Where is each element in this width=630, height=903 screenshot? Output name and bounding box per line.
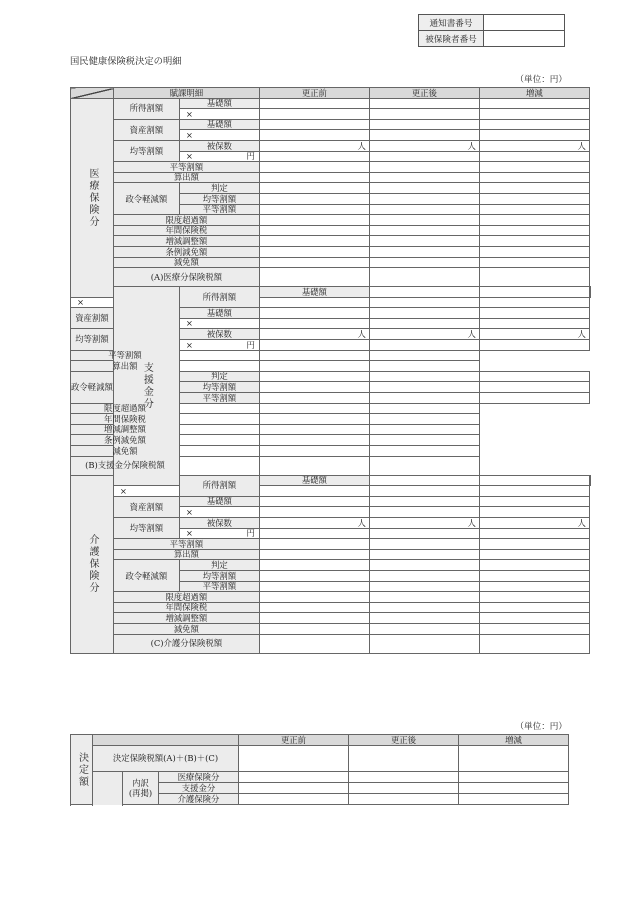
s0-limit-excess-before[interactable] bbox=[259, 215, 369, 226]
unit-label: （単位：円） bbox=[515, 75, 567, 85]
s0-limit-excess-after[interactable] bbox=[369, 215, 479, 226]
household-label: 平等割額 bbox=[113, 162, 259, 173]
income-label: 所得割額 bbox=[179, 475, 259, 496]
reduction-label: 政令軽減額 bbox=[113, 183, 179, 215]
s0-reduction-per-capita-diff[interactable] bbox=[479, 193, 589, 204]
s0-calculated-before[interactable] bbox=[259, 172, 369, 183]
summary-formula-label: 決定保険税額(A)＋(B)＋(C) bbox=[93, 746, 239, 772]
s1-judgement-after[interactable] bbox=[369, 371, 479, 382]
summary-col-diff: 増減 bbox=[459, 735, 569, 746]
exemption-label: 減免額 bbox=[113, 623, 259, 634]
s0-assets-rate-diff[interactable] bbox=[479, 130, 589, 141]
s1-assets-rate-before[interactable] bbox=[259, 318, 369, 329]
s1-income-rate-before[interactable] bbox=[259, 297, 369, 308]
s0-assets-rate-before[interactable] bbox=[259, 130, 369, 141]
s2-insured-count-diff[interactable] bbox=[479, 517, 589, 528]
s2-reduction-per-capita-before[interactable] bbox=[259, 570, 369, 581]
s2-income-base-before[interactable] bbox=[369, 475, 479, 486]
s1-insured-count-before[interactable] bbox=[259, 329, 369, 340]
s1-per-capita-rate-diff[interactable] bbox=[479, 340, 589, 351]
s2-assets-rate-before[interactable] bbox=[259, 507, 369, 518]
s0-total-before[interactable] bbox=[259, 268, 369, 287]
s1-total-diff[interactable] bbox=[369, 456, 479, 475]
s2-exemption-after[interactable] bbox=[369, 623, 479, 634]
s2-limit-excess-diff[interactable] bbox=[479, 592, 589, 603]
s2-assets-rate-diff[interactable] bbox=[479, 507, 589, 518]
per-capita-rate-cell bbox=[179, 151, 259, 162]
s0-adjustment-after[interactable] bbox=[369, 236, 479, 247]
summary-total-diff[interactable] bbox=[459, 746, 569, 772]
s2-per-capita-rate-after[interactable] bbox=[369, 528, 479, 539]
s0-assets-base-before[interactable] bbox=[259, 119, 369, 130]
s0-calculated-after[interactable] bbox=[369, 172, 479, 183]
assessment-table bbox=[70, 87, 591, 654]
s1-limit-excess-before[interactable] bbox=[179, 403, 259, 414]
reduction-per-capita-label: 均等割額 bbox=[179, 382, 259, 393]
document-title: 国民健康保険税決定の明細 bbox=[70, 56, 182, 67]
limit-excess-label: 限度超過額 bbox=[71, 403, 180, 414]
calculated-label: 算出額 bbox=[113, 549, 259, 560]
s2-reduction-household-diff[interactable] bbox=[479, 581, 589, 592]
s0-reduction-per-capita-before[interactable] bbox=[259, 193, 369, 204]
s1-income-base-after[interactable] bbox=[479, 287, 589, 298]
s0-household-after[interactable] bbox=[369, 162, 479, 173]
s2-exemption-before[interactable] bbox=[259, 623, 369, 634]
summary-breakdown-label: 内訳 (再掲) bbox=[123, 772, 159, 805]
s0-limit-excess-diff[interactable] bbox=[479, 215, 589, 226]
s2-reduction-per-capita-after[interactable] bbox=[369, 570, 479, 581]
calculated-label: 算出額 bbox=[113, 172, 259, 183]
person-unit: 人 bbox=[467, 329, 476, 340]
exemption-label: 減免額 bbox=[71, 446, 180, 457]
summary-col-after: 更正後 bbox=[349, 735, 459, 746]
s0-household-diff[interactable] bbox=[479, 162, 589, 173]
summary-medical-before[interactable] bbox=[239, 772, 349, 783]
exemption-label: 減免額 bbox=[113, 257, 259, 268]
s2-reduction-per-capita-diff[interactable] bbox=[479, 570, 589, 581]
annual-tax-label: 年間保険税 bbox=[113, 602, 259, 613]
s2-household-after[interactable] bbox=[369, 539, 479, 550]
s0-exemption-before[interactable] bbox=[259, 257, 369, 268]
s2-income-rate-diff[interactable] bbox=[479, 486, 589, 497]
insured-number-field[interactable] bbox=[484, 31, 565, 47]
s2-adjustment-before[interactable] bbox=[259, 613, 369, 624]
insured-number-label: 被保険者番号 bbox=[419, 31, 484, 47]
s0-per-capita-rate-after[interactable] bbox=[369, 151, 479, 162]
s0-reduction-household-before[interactable] bbox=[259, 204, 369, 215]
s0-annual-tax-diff[interactable] bbox=[479, 225, 589, 236]
summary-care-after[interactable] bbox=[349, 794, 459, 805]
s0-household-before[interactable] bbox=[259, 162, 369, 173]
s2-household-before[interactable] bbox=[259, 539, 369, 550]
times-symbol: × bbox=[179, 318, 259, 329]
s1-annual-tax-after[interactable] bbox=[259, 414, 369, 425]
s1-adjustment-after[interactable] bbox=[259, 424, 369, 435]
s1-reduction-household-diff[interactable] bbox=[479, 393, 589, 404]
s2-calculated-after[interactable] bbox=[369, 549, 479, 560]
reduction-label: 政令軽減額 bbox=[71, 371, 114, 403]
assets-label: 資産割額 bbox=[71, 308, 114, 329]
s2-reduction-household-after[interactable] bbox=[369, 581, 479, 592]
summary-care-label: 介護保険分 bbox=[159, 794, 239, 805]
section-title: 介護保険分 bbox=[71, 475, 114, 653]
s0-adjustment-diff[interactable] bbox=[479, 236, 589, 247]
s0-adjustment-before[interactable] bbox=[259, 236, 369, 247]
times-symbol: × bbox=[113, 486, 179, 497]
reduction-household-label: 平等割額 bbox=[179, 204, 259, 215]
s2-total-before[interactable] bbox=[259, 634, 369, 653]
s2-assets-base-after[interactable] bbox=[369, 496, 479, 507]
s0-exemption-diff[interactable] bbox=[479, 257, 589, 268]
s1-calculated-after[interactable] bbox=[259, 361, 369, 372]
s2-calculated-before[interactable] bbox=[259, 549, 369, 560]
s2-adjustment-after[interactable] bbox=[369, 613, 479, 624]
s0-annual-tax-after[interactable] bbox=[369, 225, 479, 236]
summary-header-blank bbox=[93, 735, 239, 746]
s2-limit-excess-after[interactable] bbox=[369, 592, 479, 603]
insured-count-label: 被保数 bbox=[179, 140, 259, 151]
col-header-before: 更正前 bbox=[259, 88, 369, 99]
reduction-label: 政令軽減額 bbox=[113, 560, 179, 592]
s2-assets-base-before[interactable] bbox=[259, 496, 369, 507]
s1-annual-tax-diff[interactable] bbox=[369, 414, 479, 425]
s2-limit-excess-before[interactable] bbox=[259, 592, 369, 603]
s0-ordinance-exemption-diff[interactable] bbox=[479, 246, 589, 257]
s0-reduction-household-diff[interactable] bbox=[479, 204, 589, 215]
s2-income-base-after[interactable] bbox=[479, 475, 589, 486]
s2-judgement-before[interactable] bbox=[259, 560, 369, 571]
section-total-label: (B)支援金分保険税額 bbox=[71, 456, 180, 475]
s0-total-diff[interactable] bbox=[479, 268, 589, 287]
times-symbol: × bbox=[185, 339, 193, 350]
assets-base-label: 基礎額 bbox=[179, 119, 259, 130]
s2-insured-count-after[interactable] bbox=[369, 517, 479, 528]
summary-support-after[interactable] bbox=[349, 783, 459, 794]
limit-excess-label: 限度超過額 bbox=[113, 215, 259, 226]
s0-ordinance-exemption-after[interactable] bbox=[369, 246, 479, 257]
reduction-household-label: 平等割額 bbox=[179, 393, 259, 404]
s2-per-capita-rate-before[interactable] bbox=[259, 528, 369, 539]
s0-ordinance-exemption-before[interactable] bbox=[259, 246, 369, 257]
notice-number-field[interactable] bbox=[484, 15, 565, 31]
insured-count-label: 被保数 bbox=[179, 329, 259, 340]
s1-limit-excess-after[interactable] bbox=[259, 403, 369, 414]
summary-unit-label: （単位：円） bbox=[515, 722, 567, 732]
s2-total-diff[interactable] bbox=[479, 634, 589, 653]
s1-reduction-per-capita-before[interactable] bbox=[259, 382, 369, 393]
adjustment-label: 増減調整額 bbox=[113, 236, 259, 247]
calculated-label: 算出額 bbox=[71, 361, 180, 372]
s1-insured-count-diff[interactable] bbox=[479, 329, 589, 340]
income-base-label: 基礎額 bbox=[259, 475, 369, 486]
per-capita-label: 均等割額 bbox=[71, 329, 114, 350]
s1-income-base-before[interactable] bbox=[369, 287, 479, 298]
s0-calculated-diff[interactable] bbox=[479, 172, 589, 183]
yen-unit: 円 bbox=[246, 528, 255, 539]
per-capita-rate-cell bbox=[179, 528, 259, 539]
ordinance-exemption-label: 条例減免額 bbox=[113, 246, 259, 257]
s2-judgement-after[interactable] bbox=[369, 560, 479, 571]
s1-assets-base-before[interactable] bbox=[259, 308, 369, 319]
summary-medical-after[interactable] bbox=[349, 772, 459, 783]
times-symbol: × bbox=[179, 130, 259, 141]
income-base-label: 基礎額 bbox=[179, 98, 259, 109]
s0-per-capita-rate-before[interactable] bbox=[259, 151, 369, 162]
s2-per-capita-rate-diff[interactable] bbox=[479, 528, 589, 539]
summary-table bbox=[70, 734, 569, 805]
s2-income-rate-before[interactable] bbox=[259, 486, 369, 497]
summary-total-before[interactable] bbox=[239, 746, 349, 772]
s2-annual-tax-diff[interactable] bbox=[479, 602, 589, 613]
yen-unit: 円 bbox=[246, 339, 255, 350]
s0-income-base-after[interactable] bbox=[369, 98, 479, 109]
person-unit: 人 bbox=[357, 329, 366, 340]
s1-assets-rate-after[interactable] bbox=[369, 318, 479, 329]
judgement-label: 判定 bbox=[179, 560, 259, 571]
s2-assets-rate-after[interactable] bbox=[369, 507, 479, 518]
reduction-per-capita-label: 均等割額 bbox=[179, 193, 259, 204]
insured-count-label: 被保数 bbox=[179, 517, 259, 528]
s0-income-rate-diff[interactable] bbox=[479, 109, 589, 120]
s1-total-before[interactable] bbox=[179, 456, 259, 475]
assets-label: 資産割額 bbox=[113, 496, 179, 517]
s2-annual-tax-after[interactable] bbox=[369, 602, 479, 613]
s0-exemption-after[interactable] bbox=[369, 257, 479, 268]
summary-col-before: 更正前 bbox=[239, 735, 349, 746]
s1-income-rate-after[interactable] bbox=[369, 297, 479, 308]
person-unit: 人 bbox=[577, 140, 586, 151]
s0-judgement-after[interactable] bbox=[369, 183, 479, 194]
s0-annual-tax-before[interactable] bbox=[259, 225, 369, 236]
s1-exemption-diff[interactable] bbox=[369, 446, 479, 457]
ordinance-exemption-label: 条例減免額 bbox=[71, 435, 180, 446]
s0-insured-count-after[interactable] bbox=[369, 140, 479, 151]
summary-care-diff[interactable] bbox=[459, 794, 569, 805]
s1-total-after[interactable] bbox=[259, 456, 369, 475]
summary-support-label: 支援金分 bbox=[159, 783, 239, 794]
s0-income-base-before[interactable] bbox=[259, 98, 369, 109]
person-unit: 人 bbox=[577, 329, 586, 340]
s1-assets-base-after[interactable] bbox=[369, 308, 479, 319]
s1-limit-excess-diff[interactable] bbox=[369, 403, 479, 414]
s1-income-base-diff[interactable] bbox=[589, 287, 590, 298]
summary-total-after[interactable] bbox=[349, 746, 459, 772]
annual-tax-label: 年間保険税 bbox=[113, 225, 259, 236]
s0-insured-count-before[interactable] bbox=[259, 140, 369, 151]
s2-adjustment-diff[interactable] bbox=[479, 613, 589, 624]
judgement-label: 判定 bbox=[179, 371, 259, 382]
s1-calculated-before[interactable] bbox=[179, 361, 259, 372]
s0-income-base-diff[interactable] bbox=[479, 98, 589, 109]
s2-annual-tax-before[interactable] bbox=[259, 602, 369, 613]
s1-exemption-before[interactable] bbox=[179, 446, 259, 457]
s2-reduction-household-before[interactable] bbox=[259, 581, 369, 592]
s2-total-after[interactable] bbox=[369, 634, 479, 653]
s0-judgement-before[interactable] bbox=[259, 183, 369, 194]
s2-insured-count-before[interactable] bbox=[259, 517, 369, 528]
person-unit: 人 bbox=[467, 517, 476, 528]
adjustment-label: 増減調整額 bbox=[113, 613, 259, 624]
s2-assets-base-diff[interactable] bbox=[479, 496, 589, 507]
s1-reduction-household-after[interactable] bbox=[369, 393, 479, 404]
summary-medical-diff[interactable] bbox=[459, 772, 569, 783]
s1-ordinance-exemption-after[interactable] bbox=[259, 435, 369, 446]
judgement-label: 判定 bbox=[179, 183, 259, 194]
section-total-label: (C)介護分保険税額 bbox=[113, 634, 259, 653]
s0-total-after[interactable] bbox=[369, 268, 479, 287]
s1-per-capita-rate-after[interactable] bbox=[369, 340, 479, 351]
s1-adjustment-diff[interactable] bbox=[369, 424, 479, 435]
id-box bbox=[418, 14, 565, 47]
per-capita-label: 均等割額 bbox=[113, 517, 179, 538]
s1-income-rate-diff[interactable] bbox=[479, 297, 589, 308]
s1-calculated-diff[interactable] bbox=[369, 361, 479, 372]
times-symbol: × bbox=[179, 109, 259, 120]
s1-assets-base-diff[interactable] bbox=[479, 308, 589, 319]
s2-income-base-diff[interactable] bbox=[589, 475, 590, 486]
person-unit: 人 bbox=[577, 517, 586, 528]
section-title: 医療保険分 bbox=[71, 98, 114, 297]
per-capita-rate-cell bbox=[179, 340, 259, 351]
s1-per-capita-rate-before[interactable] bbox=[259, 340, 369, 351]
annual-tax-label: 年間保険税 bbox=[71, 414, 180, 425]
col-header-diff: 増減 bbox=[479, 88, 589, 99]
s0-judgement-diff[interactable] bbox=[479, 183, 589, 194]
summary-medical-label: 医療保険分 bbox=[159, 772, 239, 783]
reduction-per-capita-label: 均等割額 bbox=[179, 570, 259, 581]
s1-ordinance-exemption-diff[interactable] bbox=[369, 435, 479, 446]
s0-reduction-per-capita-after[interactable] bbox=[369, 193, 479, 204]
s0-assets-base-after[interactable] bbox=[369, 119, 479, 130]
s0-reduction-household-after[interactable] bbox=[369, 204, 479, 215]
times-symbol: × bbox=[185, 151, 193, 162]
s0-insured-count-diff[interactable] bbox=[479, 140, 589, 151]
s1-household-before[interactable] bbox=[179, 350, 259, 361]
income-label: 所得割額 bbox=[113, 98, 179, 119]
person-unit: 人 bbox=[357, 140, 366, 151]
col-header-after: 更正後 bbox=[369, 88, 479, 99]
s1-exemption-after[interactable] bbox=[259, 446, 369, 457]
s1-insured-count-after[interactable] bbox=[369, 329, 479, 340]
assets-label: 資産割額 bbox=[113, 119, 179, 140]
s1-annual-tax-before[interactable] bbox=[179, 414, 259, 425]
times-symbol: × bbox=[179, 507, 259, 518]
section-title: 支援金分 bbox=[113, 287, 179, 486]
col-header-item: 賦課明細 bbox=[113, 88, 259, 99]
person-unit: 人 bbox=[467, 140, 476, 151]
household-label: 平等割額 bbox=[71, 350, 180, 361]
s1-adjustment-before[interactable] bbox=[179, 424, 259, 435]
s1-reduction-per-capita-after[interactable] bbox=[369, 382, 479, 393]
assets-base-label: 基礎額 bbox=[179, 496, 259, 507]
assets-base-label: 基礎額 bbox=[179, 308, 259, 319]
s0-assets-rate-after[interactable] bbox=[369, 130, 479, 141]
yen-unit: 円 bbox=[246, 151, 255, 162]
income-base-label: 基礎額 bbox=[259, 287, 369, 298]
s1-household-after[interactable] bbox=[259, 350, 369, 361]
limit-excess-label: 限度超過額 bbox=[113, 592, 259, 603]
s2-household-diff[interactable] bbox=[479, 539, 589, 550]
s0-income-rate-before[interactable] bbox=[259, 109, 369, 120]
household-label: 平等割額 bbox=[113, 539, 259, 550]
s1-assets-rate-diff[interactable] bbox=[479, 318, 589, 329]
s2-judgement-diff[interactable] bbox=[479, 560, 589, 571]
reduction-household-label: 平等割額 bbox=[179, 581, 259, 592]
s2-income-rate-after[interactable] bbox=[369, 486, 479, 497]
s0-income-rate-after[interactable] bbox=[369, 109, 479, 120]
section-total-label: (A)医療分保険税額 bbox=[113, 268, 259, 287]
s2-calculated-diff[interactable] bbox=[479, 549, 589, 560]
times-symbol: × bbox=[185, 528, 193, 539]
times-symbol: × bbox=[71, 297, 114, 308]
s1-ordinance-exemption-before[interactable] bbox=[179, 435, 259, 446]
summary-care-before[interactable] bbox=[239, 794, 349, 805]
per-capita-label: 均等割額 bbox=[113, 140, 179, 161]
summary-support-diff[interactable] bbox=[459, 783, 569, 794]
header-diagonal-cell bbox=[71, 88, 114, 99]
summary-indent-cell bbox=[93, 772, 123, 805]
s0-per-capita-rate-diff[interactable] bbox=[479, 151, 589, 162]
notice-number-label: 通知書番号 bbox=[419, 15, 484, 31]
s2-exemption-diff[interactable] bbox=[479, 623, 589, 634]
s1-judgement-diff[interactable] bbox=[479, 371, 589, 382]
person-unit: 人 bbox=[357, 517, 366, 528]
summary-title: 決定額 bbox=[71, 735, 93, 805]
adjustment-label: 増減調整額 bbox=[71, 424, 180, 435]
s1-reduction-household-before[interactable] bbox=[259, 393, 369, 404]
income-label: 所得割額 bbox=[179, 287, 259, 308]
s1-reduction-per-capita-diff[interactable] bbox=[479, 382, 589, 393]
summary-support-before[interactable] bbox=[239, 783, 349, 794]
s1-judgement-before[interactable] bbox=[259, 371, 369, 382]
s1-household-diff[interactable] bbox=[369, 350, 479, 361]
s0-assets-base-diff[interactable] bbox=[479, 119, 589, 130]
